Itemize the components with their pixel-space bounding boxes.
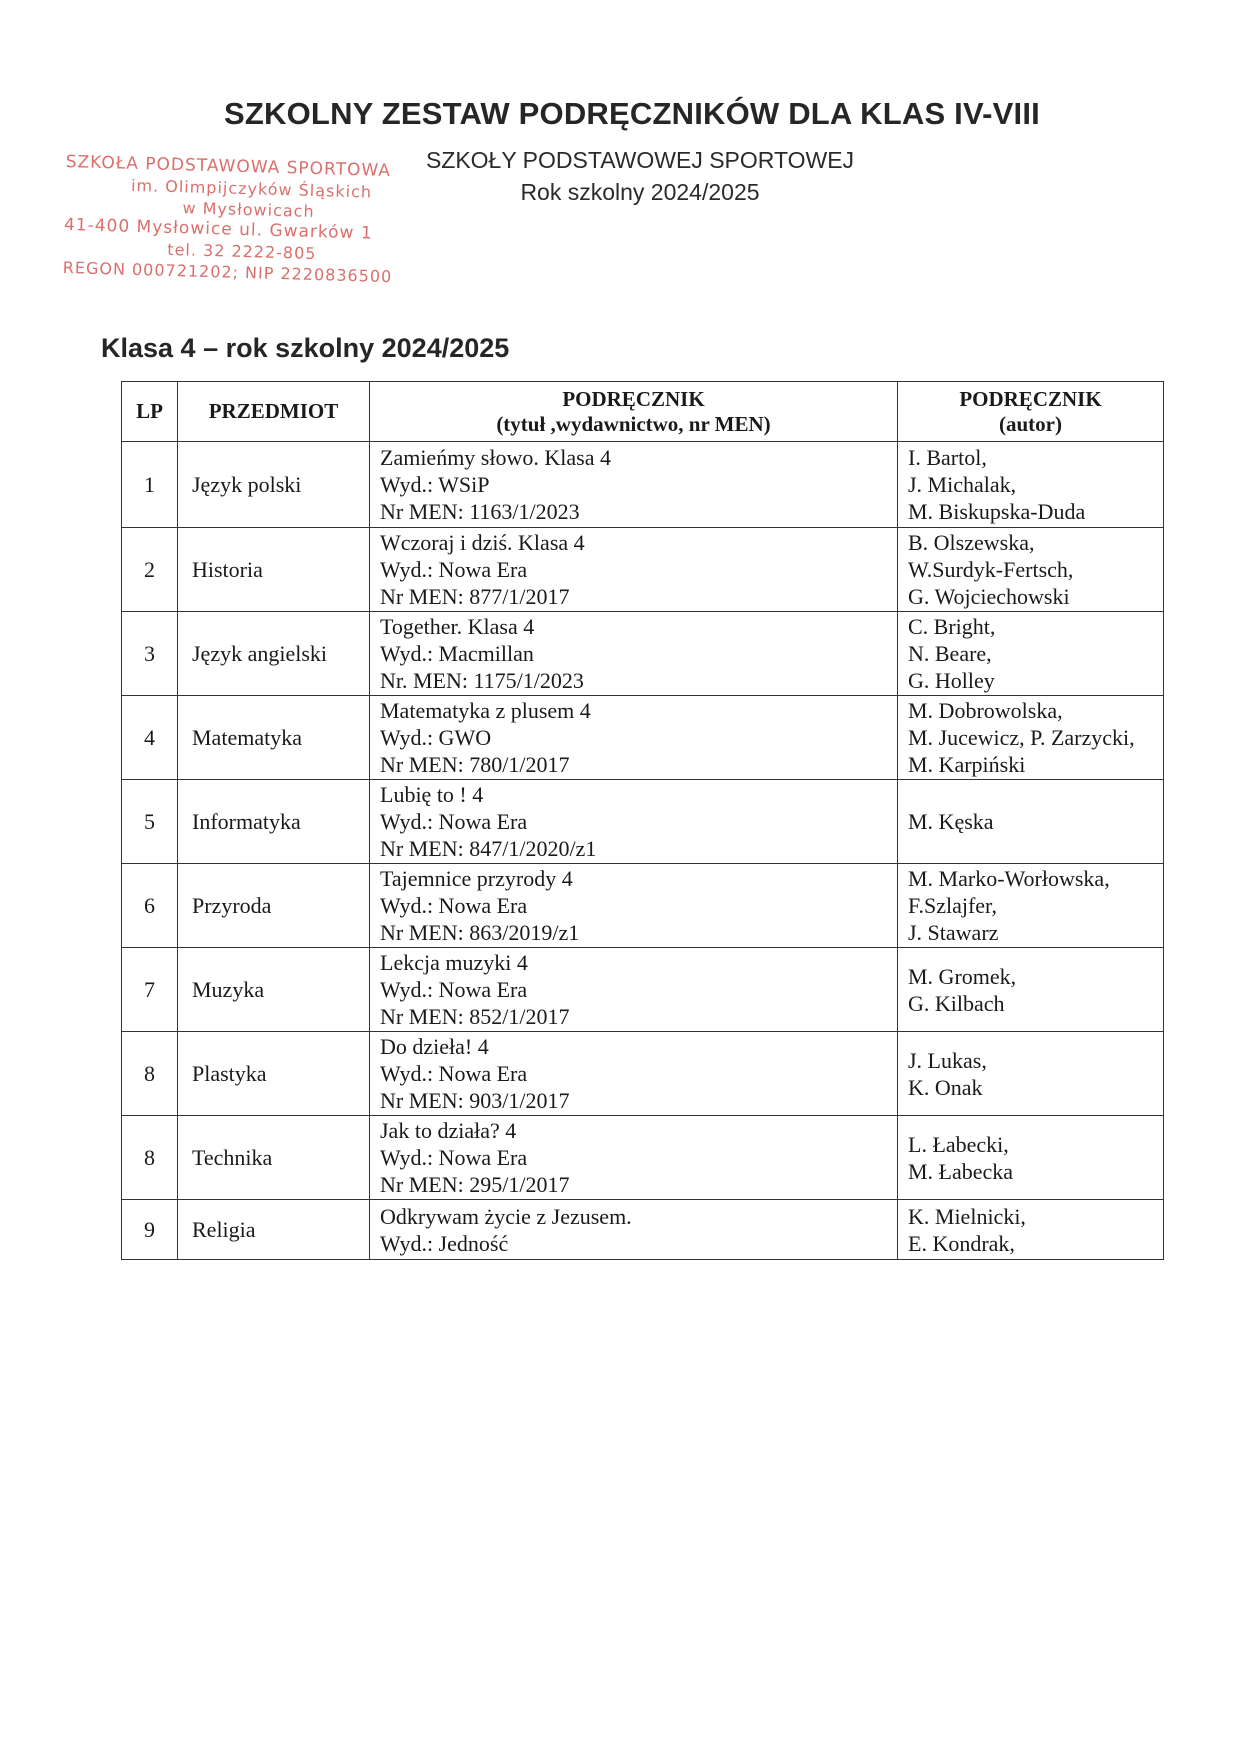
book-cell <box>370 1116 898 1200</box>
book-cell <box>370 612 898 696</box>
book-line: Nr MEN: 295/1/2017 <box>380 1172 570 1197</box>
table-row <box>122 612 1164 696</box>
header-lp: LP <box>122 382 178 442</box>
document-title: SZKOLNY ZESTAW PODRĘCZNIKÓW DLA KLAS IV-VIII <box>224 96 1040 131</box>
row-number: 9 <box>122 1200 178 1260</box>
row-number: 5 <box>122 780 178 864</box>
subtitle-school: SZKOŁY PODSTAWOWEJ SPORTOWEJ <box>425 147 855 173</box>
row-number: 4 <box>122 696 178 780</box>
row-number: 1 <box>122 442 178 528</box>
book-cell <box>370 780 898 864</box>
author-line: M. Karpiński <box>908 752 1026 777</box>
school-stamp <box>62 152 415 288</box>
author-cell <box>898 528 1164 612</box>
subject-cell: Matematyka <box>178 696 370 780</box>
book-cell <box>370 696 898 780</box>
subject-cell: Religia <box>178 1200 370 1260</box>
subject-cell: Plastyka <box>178 1032 370 1116</box>
row-number: 6 <box>122 864 178 948</box>
author-line: G. Holley <box>908 668 995 693</box>
author-line: G. Wojciechowski <box>908 584 1070 609</box>
book-line: Together. Klasa 4 <box>380 614 535 639</box>
book-line: Zamieńmy słowo. Klasa 4 <box>380 445 611 470</box>
author-line: M. Łabecka <box>908 1158 1014 1184</box>
document-subtitle <box>405 144 875 208</box>
author-cell <box>898 442 1164 528</box>
author-line: K. Onak <box>908 1074 983 1100</box>
author-line: G. Kilbach <box>908 990 1005 1016</box>
stamp-line: REGON 000721202; NIP 2220836500 <box>62 257 393 287</box>
row-number: 8 <box>122 1116 178 1200</box>
header-book <box>370 382 898 442</box>
author-line: J. Lukas, <box>908 1047 987 1073</box>
book-line: Wyd.: Nowa Era <box>380 893 528 918</box>
book-line: Wczoraj i dziś. Klasa 4 <box>380 530 585 555</box>
author-line: C. Bright, <box>908 614 996 639</box>
book-line: Wyd.: Nowa Era <box>380 557 528 582</box>
author-line: L. Łabecki, <box>908 1131 1009 1157</box>
book-line: Nr MEN: 863/2019/z1 <box>380 920 580 945</box>
book-line: Wyd.: GWO <box>380 725 492 750</box>
book-line: Lekcja muzyki 4 <box>380 950 528 975</box>
subject-cell: Informatyka <box>178 780 370 864</box>
author-line: M. Marko-Worłowska, <box>908 866 1110 891</box>
header-author <box>898 382 1164 442</box>
row-number: 7 <box>122 948 178 1032</box>
header-subject: PRZEDMIOT <box>178 382 370 442</box>
table-row <box>122 1116 1164 1200</box>
book-line: Nr MEN: 780/1/2017 <box>380 752 570 777</box>
subject-cell: Muzyka <box>178 948 370 1032</box>
book-line: Wyd.: Macmillan <box>380 641 534 666</box>
table-row <box>122 1200 1164 1260</box>
stamp-line: tel. 32 2222-805 <box>167 239 317 264</box>
author-line: M. Kęska <box>908 809 994 834</box>
table-row <box>122 696 1164 780</box>
header-author-title: PODRĘCZNIK <box>959 386 1102 411</box>
author-cell <box>898 696 1164 780</box>
stamp-line: 41-400 Mysłowice ul. Gwarków 1 <box>63 214 373 244</box>
author-cell <box>898 1032 1164 1116</box>
book-line: Nr MEN: 903/1/2017 <box>380 1088 570 1113</box>
book-line: Nr. MEN: 1175/1/2023 <box>380 668 584 693</box>
author-cell <box>898 612 1164 696</box>
author-line: N. Beare, <box>908 641 992 666</box>
author-cell <box>898 864 1164 948</box>
book-line: Wyd.: WSiP <box>380 472 490 497</box>
textbook-table <box>121 381 1164 1260</box>
book-line: Lubię to ! 4 <box>380 782 484 807</box>
table-row <box>122 528 1164 612</box>
author-line: I. Bartol, <box>908 445 987 470</box>
book-cell <box>370 442 898 528</box>
stamp-line: im. Olimpijczyków Śląskich <box>130 175 373 202</box>
table-row <box>122 1032 1164 1116</box>
book-cell <box>370 1200 898 1260</box>
subject-cell: Technika <box>178 1116 370 1200</box>
subject-cell: Język polski <box>178 442 370 528</box>
book-line: Wyd.: Nowa Era <box>380 1145 528 1170</box>
book-line: Nr MEN: 1163/1/2023 <box>380 499 580 524</box>
subject-cell: Historia <box>178 528 370 612</box>
author-line: K. Mielnicki, <box>908 1203 1026 1229</box>
book-line: Wyd.: Nowa Era <box>380 1061 528 1086</box>
author-line: M. Dobrowolska, <box>908 698 1063 723</box>
book-cell <box>370 948 898 1032</box>
author-cell <box>898 1200 1164 1260</box>
stamp-line: w Mysłowicach <box>182 198 315 221</box>
book-line: Nr MEN: 852/1/2017 <box>380 1004 570 1029</box>
table-row <box>122 948 1164 1032</box>
header-book-title: PODRĘCZNIK <box>562 386 705 411</box>
book-cell <box>370 1032 898 1116</box>
class-heading: Klasa 4 – rok szkolny 2024/2025 <box>101 333 510 363</box>
book-cell <box>370 864 898 948</box>
author-line: M. Biskupska-Duda <box>908 499 1086 524</box>
book-line: Tajemnice przyrody 4 <box>380 866 573 891</box>
book-line: Wyd.: Jedność <box>380 1230 509 1256</box>
subtitle-year: Rok szkolny 2024/2025 <box>520 179 760 205</box>
book-cell <box>370 528 898 612</box>
row-number: 2 <box>122 528 178 612</box>
author-line: W.Surdyk-Fertsch, <box>908 557 1074 582</box>
author-line: M. Jucewicz, P. Zarzycki, <box>908 725 1135 750</box>
book-line: Odkrywam życie z Jezusem. <box>380 1203 632 1229</box>
author-cell <box>898 780 1164 864</box>
stamp-line: SZKOŁA PODSTAWOWA SPORTOWA <box>65 152 392 182</box>
book-line: Wyd.: Nowa Era <box>380 977 528 1002</box>
author-line: E. Kondrak, <box>908 1230 1015 1256</box>
author-line: M. Gromek, <box>908 963 1017 989</box>
author-line: J. Michalak, <box>908 472 1017 497</box>
table-row <box>122 780 1164 864</box>
book-line: Jak to działa? 4 <box>380 1118 517 1143</box>
book-line: Do dzieła! 4 <box>380 1034 489 1059</box>
author-line: B. Olszewska, <box>908 530 1035 555</box>
book-line: Nr MEN: 877/1/2017 <box>380 584 570 609</box>
row-number: 8 <box>122 1032 178 1116</box>
subject-cell: Przyroda <box>178 864 370 948</box>
table-row <box>122 864 1164 948</box>
book-line: Matematyka z plusem 4 <box>380 698 591 723</box>
row-number: 3 <box>122 612 178 696</box>
table-header-row <box>122 382 1164 442</box>
header-book-detail: (tytuł ,wydawnictwo, nr MEN) <box>496 411 771 436</box>
table-row <box>122 442 1164 528</box>
book-line: Nr MEN: 847/1/2020/z1 <box>380 836 597 861</box>
author-line: J. Stawarz <box>908 920 999 945</box>
author-cell <box>898 948 1164 1032</box>
header-author-detail: (autor) <box>999 411 1062 436</box>
author-cell <box>898 1116 1164 1200</box>
author-line: F.Szlajfer, <box>908 893 997 918</box>
subject-cell: Język angielski <box>178 612 370 696</box>
book-line: Wyd.: Nowa Era <box>380 809 528 834</box>
